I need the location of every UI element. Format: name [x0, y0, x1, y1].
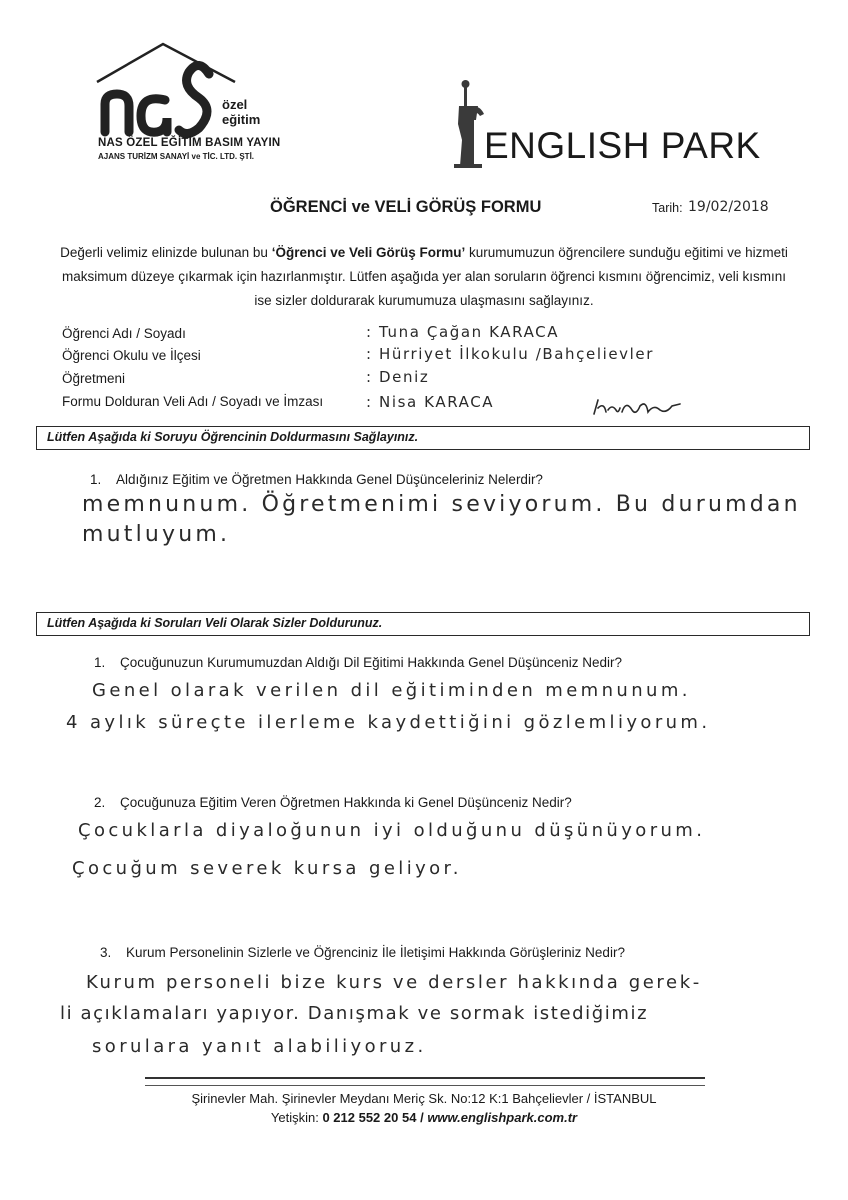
footer-divider [145, 1077, 705, 1086]
teacher-label: Öğretmeni [62, 371, 126, 386]
nas-script-icon [105, 65, 209, 133]
student-name-value: : Tuna Çağan KARACA [366, 323, 560, 341]
question-text: Çocuğunuzun Kurumumuzdan Aldığı Dil Eğitimi Hakkında Genel Düşünceniz Nedir? [120, 655, 623, 670]
student-section-heading [36, 426, 810, 450]
date-value: 19/02/2018 [688, 199, 769, 215]
parent-signature [590, 394, 685, 420]
parent-section-heading [36, 612, 810, 636]
student-school-value: : Hürriyet İlkokulu /Bahçelievler [366, 345, 655, 363]
question-number: 2. [94, 795, 106, 810]
english-park-wordmark: ENGLISH PARK [484, 125, 761, 166]
nas-ozel-egitim [222, 97, 260, 127]
question-text: Aldığınız Eğitim ve Öğretmen Hakkında Genel Düşünceleriniz Nelerdir? [116, 472, 543, 487]
ozel-text: özel [222, 97, 248, 112]
form-title: ÖĞRENCİ ve VELİ GÖRÜŞ FORMU [270, 198, 542, 216]
parent-answer-3-line-1: Kurum personeli bize kurs ve dersler hakkında gerek- [86, 972, 702, 993]
parent-question-3 [100, 945, 625, 960]
question-number: 1. [90, 472, 102, 487]
parent-answer-2-line-1: Çocuklarla diyaloğunun iyi olduğunu düşünüyorum. [78, 820, 706, 841]
footer-website-link[interactable]: www.englishpark.com.tr [427, 1110, 578, 1125]
footer-phone-label: Yetişkin: [270, 1110, 319, 1125]
question-text: Çocuğunuza Eğitim Veren Öğretmen Hakkında ki Genel Düşünceniz Nedir? [120, 795, 572, 810]
date-label: Tarih: [652, 201, 683, 215]
parent-answer-3-line-2: li açıklamaları yapıyor. Danışmak ve sormak istediğimiz [60, 1003, 649, 1024]
egitim-text: eğitim [222, 112, 261, 127]
intro-text-end: kurumumuzun öğrencilere sunduğu eğitimi ve hizmeti maksimum düzeye çıkarmak için hazırlanmıştır. Lütfen aşağıda yer alan soruların öğrenci kısmını öğrencimiz, veli kısmını ise sizler doldurarak kurumumuza ulaşmasını sağlayınız. [61, 245, 788, 308]
parent-answer-1-line-1: Genel olarak verilen dil eğitiminden memnunum. [92, 680, 691, 701]
question-number: 3. [100, 945, 112, 960]
footer-separator: / [420, 1110, 424, 1125]
student-section-heading-text: Lütfen Aşağıda ki Soruyu Öğrencinin Doldurmasını Sağlayınız. [47, 430, 419, 444]
student-answer-1-line-2: mutluyum. [82, 522, 231, 547]
parent-answer-1-line-2: 4 aylık süreçte ilerleme kaydettiğini gözlemliyorum. [66, 712, 711, 733]
question-number: 1. [94, 655, 106, 670]
statue-of-liberty-icon [454, 80, 484, 168]
parent-name-label: Formu Dolduran Veli Adı / Soyadı ve İmzası [62, 394, 324, 409]
parent-answer-3-line-3: sorulara yanıt alabiliyoruz. [92, 1036, 427, 1057]
footer-phone: 0 212 552 20 54 [322, 1110, 417, 1125]
footer-contact [0, 1110, 848, 1125]
teacher-value: : Deniz [366, 368, 430, 386]
parent-question-2 [94, 795, 572, 810]
student-answer-1-line-1: memnunum. Öğretmenimi seviyorum. Bu durumdan [82, 492, 801, 517]
nas-company-line1: NAS ÖZEL EĞİTİM BASIM YAYIN [98, 137, 281, 149]
intro-text-start: Değerli velimiz elinizde bulunan bu [60, 245, 272, 260]
intro-form-name: ‘Öğrenci ve Veli Görüş Formu’ [271, 245, 466, 260]
student-question-1 [90, 472, 543, 487]
parent-question-1 [94, 655, 622, 670]
roof-icon [97, 44, 235, 82]
nas-company-line2: AJANS TURİZM SANAYİ ve TİC. LTD. ŞTİ. [98, 152, 255, 161]
student-name-label: Öğrenci Adı / Soyadı [62, 326, 186, 341]
parent-answer-2-line-2: Çocuğum severek kursa geliyor. [72, 858, 462, 879]
footer-address: Şirinevler Mah. Şirinevler Meydanı Meriç Sk. No:12 K:1 Bahçelievler / İSTANBUL [191, 1091, 657, 1106]
question-text: Kurum Personelinin Sizlerle ve Öğrenciniz İle İletişimi Hakkında Görüşleriniz Nedir? [126, 945, 625, 960]
student-school-label: Öğrenci Okulu ve İlçesi [62, 348, 201, 363]
parent-section-heading-text: Lütfen Aşağıda ki Soruları Veli Olarak Sizler Doldurunuz. [47, 616, 383, 630]
intro-paragraph [55, 241, 793, 313]
parent-name-value: : Nisa KARACA [366, 393, 495, 411]
